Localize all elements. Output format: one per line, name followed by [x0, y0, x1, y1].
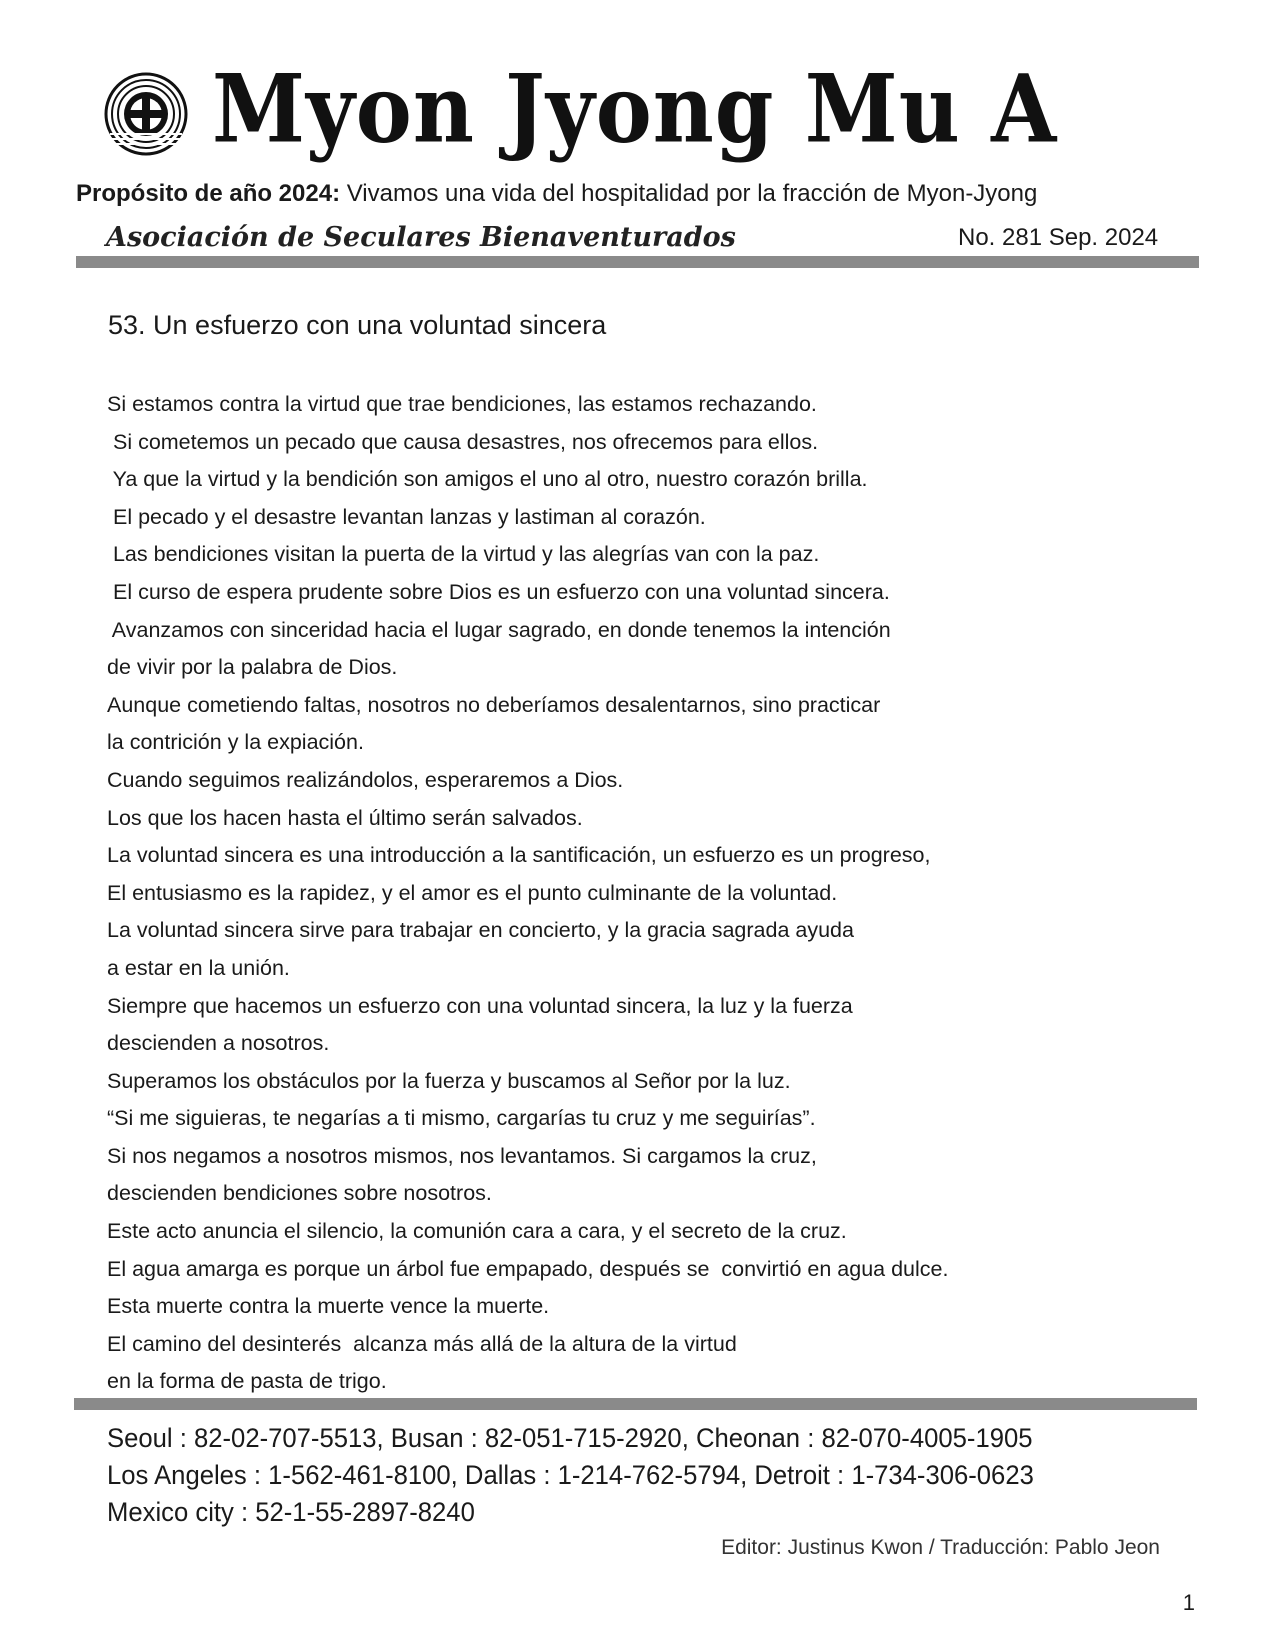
body-line: “Si me siguieras, te negarías a ti mismo, cargarías tu cruz y me seguirías”. [107, 1106, 816, 1131]
contact-line: Los Angeles : 1-562-461-8100, Dallas : 1-214-762-5794, Detroit : 1-734-306-0623 [107, 1460, 1034, 1490]
body-line: descienden bendiciones sobre nosotros. [107, 1181, 492, 1206]
article-body [107, 386, 1167, 1401]
body-line: Los que los hacen hasta el último serán salvados. [107, 805, 583, 830]
page-number: 1 [1182, 1590, 1195, 1615]
association-name: Asociación de Seculares Bienaventurados [106, 222, 736, 253]
body-line: Cuando seguimos realizándolos, esperaremos a Dios. [107, 767, 624, 792]
body-line: Siempre que hacemos un esfuerzo con una voluntad sincera, la luz y la fuerza [107, 993, 853, 1018]
body-line: Si cometemos un pecado que causa desastres, nos ofrecemos para ellos. [107, 429, 819, 454]
purpose-label: Propósito de año 2024: [76, 180, 341, 207]
header-divider [76, 256, 1199, 268]
masthead-title: Myon Jyong Mu A [212, 53, 1058, 164]
body-line: Las bendiciones visitan la puerta de la virtud y las alegrías van con la paz. [107, 542, 820, 567]
body-line: a estar en la unión. [107, 955, 290, 980]
body-line: El agua amarga es porque un árbol fue empapado, después se convirtió en agua dulce. [107, 1256, 949, 1281]
article-title: 53. Un esfuerzo con una voluntad sincera [108, 310, 607, 340]
body-line: Avanzamos con sinceridad hacia el lugar sagrado, en donde tenemos la intención [107, 617, 891, 642]
body-line: Esta muerte contra la muerte vence la muerte. [107, 1294, 550, 1319]
body-line: en la forma de pasta de trigo. [107, 1369, 387, 1394]
contact-line: Mexico city : 52-1-55-2897-8240 [107, 1497, 475, 1527]
body-line: La voluntad sincera sirve para trabajar en concierto, y la gracia sagrada ayuda [107, 918, 854, 943]
year-purpose [76, 180, 1037, 208]
body-line: descienden a nosotros. [107, 1031, 330, 1056]
contact-line: Seoul : 82-02-707-5513, Busan : 82-051-715-2920, Cheonan : 82-070-4005-1905 [107, 1423, 1033, 1453]
body-line: El curso de espera prudente sobre Dios es un esfuerzo con una voluntad sincera. [107, 579, 890, 604]
body-line: la contrición y la expiación. [107, 730, 364, 755]
body-line: Ya que la virtud y la bendición son amigos el uno al otro, nuestro corazón brilla. [107, 467, 868, 492]
purpose-text: Vivamos una vida del hospitalidad por la fracción de Myon-Jyong [340, 180, 1038, 207]
footer-divider [74, 1398, 1197, 1410]
contact-list [107, 1420, 1083, 1531]
body-line: Si estamos contra la virtud que trae bendiciones, las estamos rechazando. [107, 392, 817, 416]
body-line: de vivir por la palabra de Dios. [107, 655, 398, 680]
editor-credits: Editor: Justinus Kwon / Traducción: Pablo Jeon [721, 1536, 1160, 1559]
body-line: Este acto anuncia el silencio, la comunión cara a cara, y el secreto de la cruz. [107, 1219, 847, 1244]
body-line: Aunque cometiendo faltas, nosotros no deberíamos desalentarnos, sino practicar [107, 692, 881, 717]
body-line: Superamos los obstáculos por la fuerza y buscamos al Señor por la luz. [107, 1068, 791, 1093]
body-line: El pecado y el desastre levantan lanzas y lastiman al corazón. [107, 504, 706, 529]
emblem-icon [104, 72, 188, 156]
body-line: Si nos negamos a nosotros mismos, nos levantamos. Si cargamos la cruz, [107, 1143, 817, 1168]
body-line: El camino del desinterés alcanza más allá de la altura de la virtud [107, 1331, 737, 1356]
body-line: El entusiasmo es la rapidez, y el amor es el punto culminante de la voluntad. [107, 880, 838, 905]
issue-number: No. 281 Sep. 2024 [958, 224, 1159, 251]
body-line: La voluntad sincera es una introducción a la santificación, un esfuerzo es un progreso, [107, 843, 931, 868]
